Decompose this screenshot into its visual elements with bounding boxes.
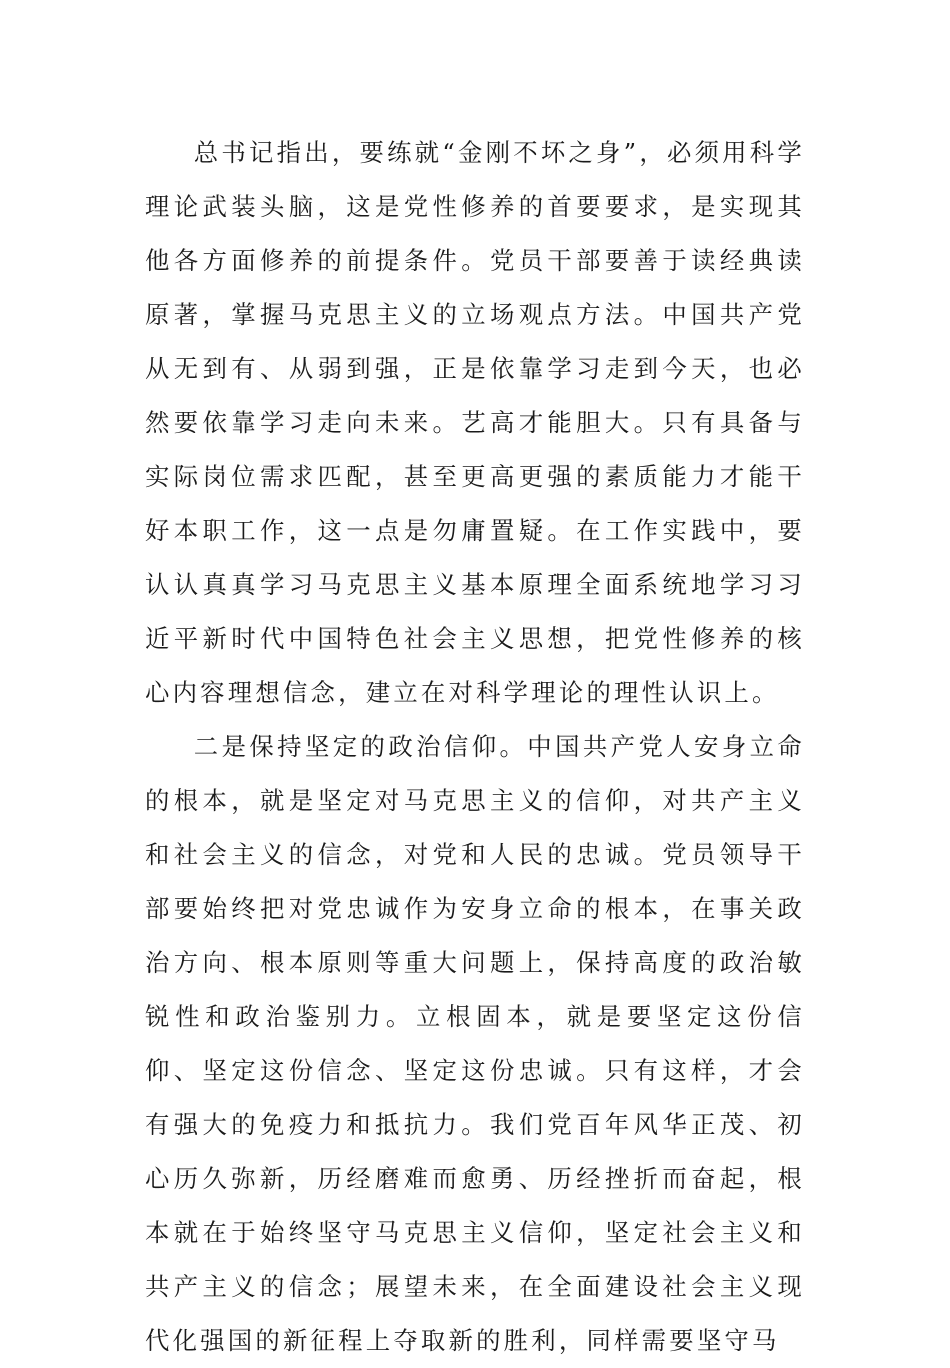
paragraph-political-belief: 二是保持坚定的政治信仰。中国共产党人安身立命的根本，就是坚定对马克思主义的信仰，对共产主义和社会主义的信念，对党和人民的忠诚。党员领导干部要始终把对党忠诚作为安身立命的根本，在事关政治方向、根本原则等重大问题上，保持高度的政治敏锐性和政治鉴别力。立根固本，就是要坚定这份信仰、坚定这份信念、坚定这份忠诚。只有这样，才会有强大的免疫力和抵抗力。我们党百年风华正茂、初心历久弥新，历经磨难而愈勇、历经挫折而奋起，根本就在于始终坚守马克思主义信仰，坚定社会主义和共产主义的信念；展望未来，在全面建设社会主义现代化强国的新征程上夺取新的胜利，同样需要坚守马	[145, 732, 805, 1355]
document-body	[145, 126, 805, 1368]
paragraph-theory-study: 总书记指出，要练就“金刚不坏之身”，必须用科学理论武装头脑，这是党性修养的首要要求，是实现其他各方面修养的前提条件。党员干部要善于读经典读原著，掌握马克思主义的立场观点方法。中国共产党从无到有、从弱到强，正是依靠学习走到今天，也必然要依靠学习走向未来。艺高才能胆大。只有具备与实际岗位需求匹配，甚至更高更强的素质能力才能干好本职工作，这一点是勿庸置疑。在工作实践中，要认认真真学习马克思主义基本原理全面系统地学习习近平新时代中国特色社会主义思想，把党性修养的核心内容理想信念，建立在对科学理论的理性认识上。	[145, 138, 805, 707]
